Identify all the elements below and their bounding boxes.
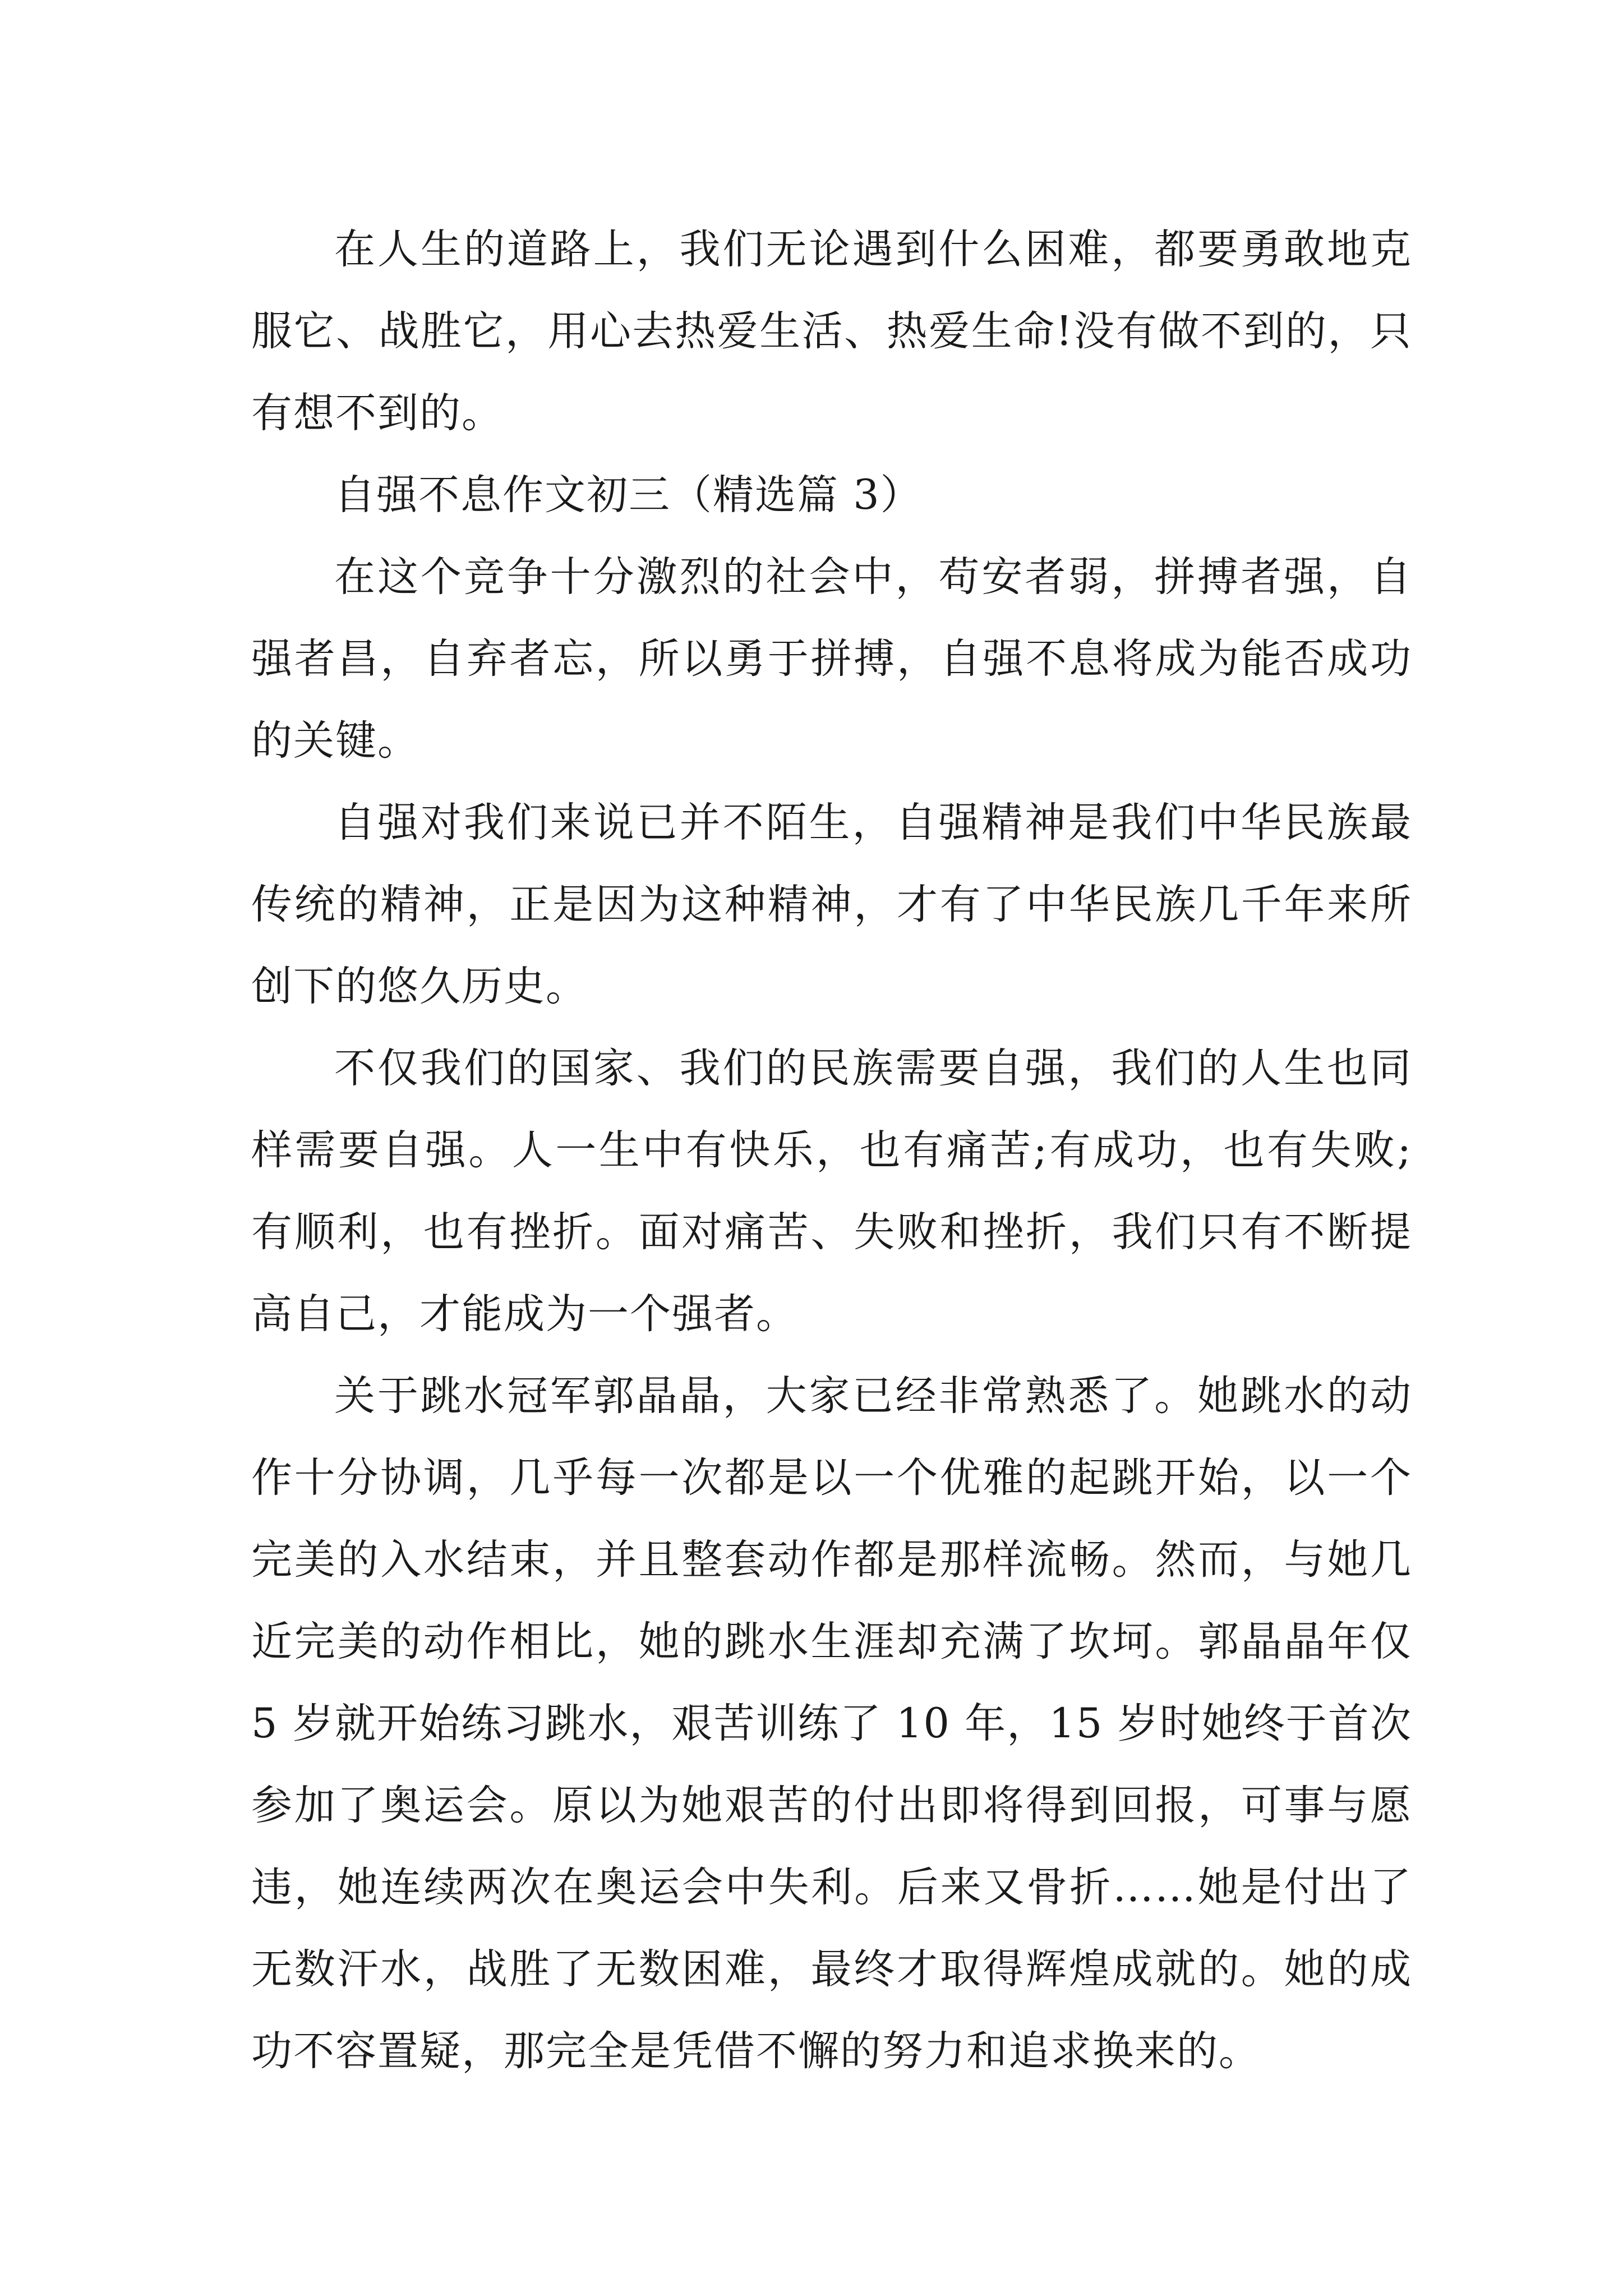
section-title: 自强不息作文初三（精选篇 3）: [334, 471, 923, 519]
paragraph-2: 自强对我们来说已并不陌生，自强精神是我们中华民族最传统的精神，正是因为这种精神，才有了中华民族几千年来所创下的悠久历史。: [251, 799, 1412, 1010]
paragraph-1: 在这个竞争十分激烈的社会中，苟安者弱，拼搏者强，自强者昌，自弃者忘，所以勇于拼搏，自强不息将成为能否成功的关键。: [251, 553, 1412, 765]
paragraph-closing: 在人生的道路上，我们无论遇到什么困难，都要勇敢地克服它、战胜它，用心去热爱生活、热爱生命!没有做不到的，只有想不到的。: [251, 226, 1412, 437]
document-body: [251, 209, 1412, 2092]
paragraph-4: 关于跳水冠军郭晶晶，大家已经非常熟悉了。她跳水的动作十分协调，几乎每一次都是以一个优雅的起跳开始，以一个完美的入水结束，并且整套动作都是那样流畅。然而，与她几近完美的动作相比，她的跳水生涯却充满了坎坷。郭晶晶年仅 5 岁就开始练习跳水，艰苦训练了 10 年，15 岁时她终于首次参加了奥运会。原以为她艰苦的付出即将得到回报，可事与愿违，她连续两次在奥运会中失利。后来又骨折……她是付出了无数汗水，战胜了无数困难，最终才取得辉煌成就的。她的成功不容置疑，那完全是凭借不懈的努力和追求换来的。: [251, 1372, 1412, 2075]
paragraph-3: 不仅我们的国家、我们的民族需要自强，我们的人生也同样需要自强。人一生中有快乐，也有痛苦;有成功，也有失败;有顺利，也有挫折。面对痛苦、失败和挫折，我们只有不断提高自己，才能成为一个强者。: [251, 1045, 1412, 1338]
